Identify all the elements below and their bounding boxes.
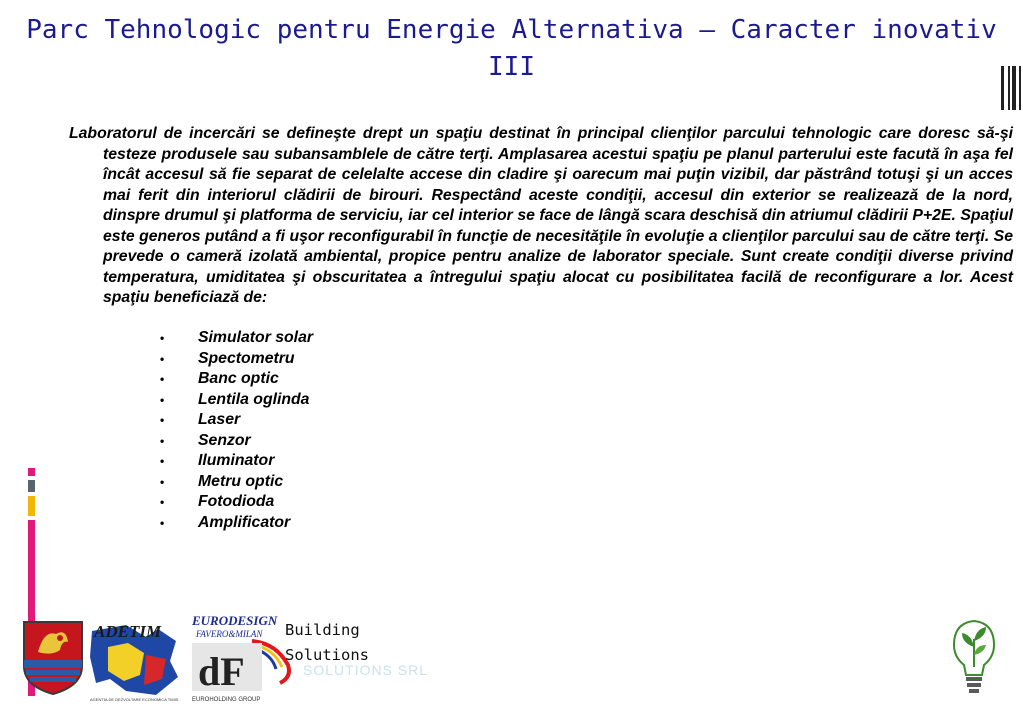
list-item: • Laser — [160, 411, 241, 428]
svg-text:ADETIM: ADETIM — [94, 622, 162, 641]
list-item: • Amplificator — [160, 513, 291, 531]
building-solutions-logo — [285, 618, 429, 678]
svg-text:EURODESIGN: EURODESIGN — [192, 613, 278, 628]
list-item: • Metru optic — [160, 472, 284, 490]
lab-description-paragraph: Laboratorul de incercări se defineşte drept un spaţiu destinat în principal clienţilor parcului tehnologic care doresc să-şi testeze produsele sau subansamblele de către terţi. Amplasarea acestui spaţiu pe planul parterului este facută în aşa fel încât accesul să fie separat de celelalte accese din cladire şi oarecum mai puţin vizibil, dar păstrând totuşi şi un acces mai ferit din interiorul clădirii de birouri. Respectând aceste condiţii, accesul din exterior se realizează de la nord, dinspre drumul şi platforma de serviciu, iar cel interior se face de lângă scara deschisă din atriumul clădirii P+2E. Spaţiul este generos putând a fi uşor reconfigurabil în funcţie de necesităţile în evoluţie a clienţilor parcului sau de către terţi. Se prevede o cameră izolată ambiental, propice pentru analize de laborator speciale. Sunt create condiţii diverse privind temperatura, umiditatea şi obscuritatea a întregului spaţiu alocat cu posibilitatea facilă de reconfigurare a lor. Acest spaţiu beneficiază de: — [69, 125, 1013, 306]
adetim-logo — [86, 614, 186, 706]
list-item: • Spectometru — [160, 349, 295, 367]
list-item: • Iluminator — [160, 452, 275, 469]
svg-text:dF: dF — [198, 649, 245, 694]
list-item: • Simulator solar — [160, 329, 313, 346]
building-solutions-ghost-text: SOLUTIONS SRL — [303, 662, 429, 678]
svg-text:AGENTIA DE DEZVOLTARE ECONOMIC: AGENTIA DE DEZVOLTARE ECONOMICA TIMIS — [90, 697, 179, 702]
list-item: • Senzor — [160, 431, 251, 449]
green-lightbulb-logo — [950, 610, 998, 702]
building-solutions-line2: Solutions — [285, 646, 369, 664]
svg-text:EUROHOLDING GROUP: EUROHOLDING GROUP — [192, 697, 261, 703]
slide-title: Parc Tehnologic pentru Energie Alternativa – Caracter inovativ III — [26, 15, 997, 82]
list-item: • Banc optic — [160, 370, 279, 387]
side-accent-grey — [28, 480, 35, 492]
equipment-list — [160, 328, 313, 533]
list-item: • Lentila oglinda — [160, 390, 310, 408]
building-solutions-line1: Building — [285, 621, 360, 639]
corner-bars-decoration — [1001, 66, 1023, 110]
svg-text:FAVERO&MILAN: FAVERO&MILAN — [196, 629, 263, 639]
list-item: • Fotodioda — [160, 493, 275, 510]
side-accent-pink-top — [28, 468, 35, 476]
side-accent-yellow — [28, 496, 35, 516]
timis-coat-of-arms-logo — [22, 612, 84, 704]
